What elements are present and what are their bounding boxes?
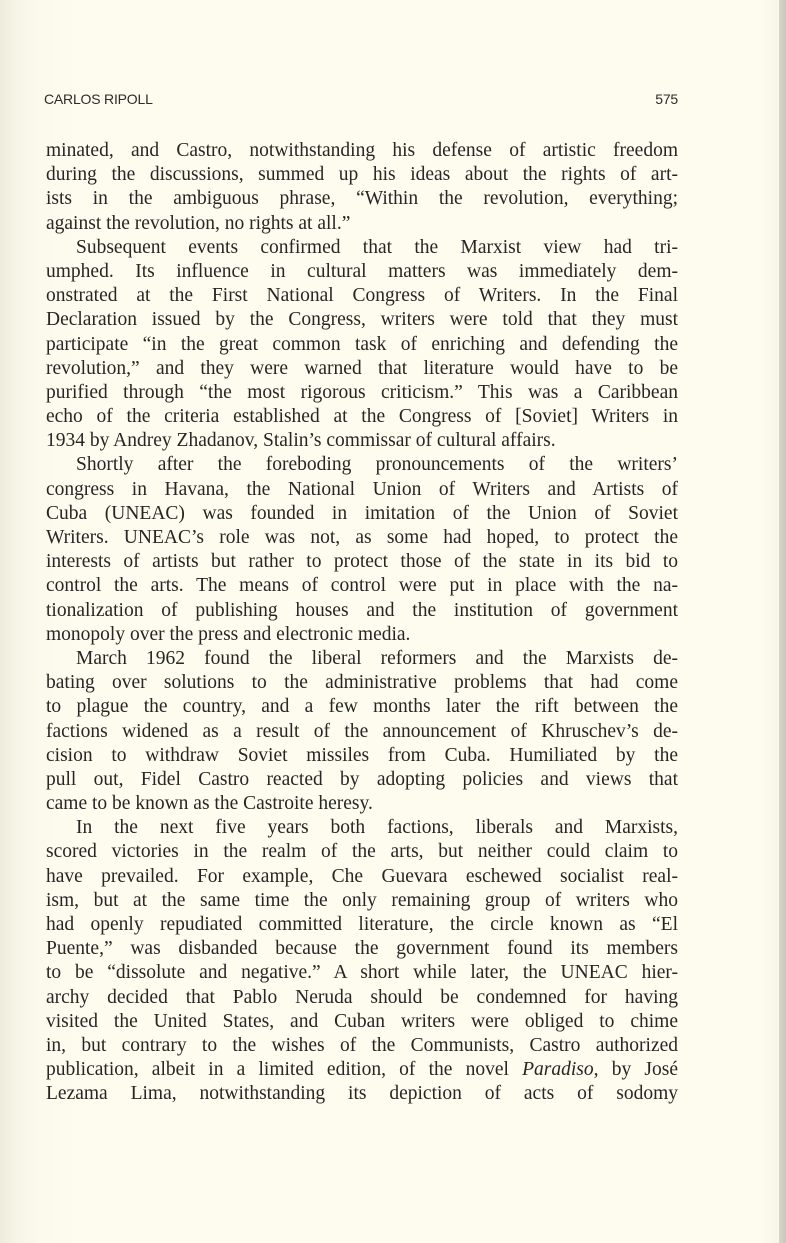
body-line-5: Subsequent events confirmed that the Marxist view had tri- — [76, 236, 678, 258]
body-line-30: scored victories in the realm of the arts, but neither could claim to — [46, 841, 678, 863]
body-line-6: umphed. Its influence in cultural matters was immediately dem- — [46, 260, 678, 282]
body-line-38: in, but contrary to the wishes of the Communists, Castro authorized — [46, 1034, 678, 1056]
body-line-7: onstrated at the First National Congress of Writers. In the Final — [46, 285, 678, 307]
body-line-39: publication, albeit in a limited edition, of the novel Paradiso, by José — [46, 1059, 678, 1081]
body-line-40: Lezama Lima, notwithstanding its depiction of acts of sodomy — [46, 1083, 678, 1105]
body-line-35: to be “dissolute and negative.” A short while later, the UNEAC hier- — [46, 962, 678, 984]
body-line-22: March 1962 found the liberal reformers and the Marxists de- — [76, 647, 678, 669]
body-lines — [46, 139, 678, 1058]
body-line-11: purified through “the most rigorous criticism.” This was a Caribbean — [46, 381, 678, 403]
running-head-author: CARLOS RIPOLL — [44, 91, 153, 107]
body-line-10: revolution,” and they were warned that literature would have to be — [46, 357, 678, 379]
body-line-8: Declaration issued by the Congress, writers were told that they must — [46, 309, 678, 331]
body-line-3: ists in the ambiguous phrase, “Within the revolution, everything; — [46, 188, 678, 210]
body-line-19: control the arts. The means of control were put in place with the na- — [46, 575, 678, 597]
book-title-paradiso: Paradiso — [522, 1059, 594, 1081]
body-line-4: against the revolution, no rights at all.” — [46, 212, 351, 234]
body-line-33: had openly repudiated committed literature, the circle known as “El — [46, 914, 678, 935]
body-line-16: Cuba (UNEAC) was founded in imitation of the Union of Soviet — [46, 502, 678, 524]
body-line-28: came to be known as the Castroite heresy. — [46, 793, 373, 815]
body-line-36: archy decided that Pablo Neruda should be condemned for having — [46, 986, 678, 1008]
body-line-23: bating over solutions to the administrative problems that had come — [46, 672, 678, 694]
body-line-18: interests of artists but rather to protect those of the state in its bid to — [46, 551, 678, 573]
running-head — [44, 91, 678, 109]
body-line-17: Writers. UNEAC’s role was not, as some had hoped, to protect the — [46, 527, 678, 548]
page-edge-shadow — [779, 0, 786, 1243]
body-line-15: congress in Havana, the National Union of Writers and Artists of — [46, 478, 678, 500]
body-line-20: tionalization of publishing houses and the institution of government — [46, 599, 678, 621]
body-line-32: ism, but at the same time the only remaining group of writers who — [46, 889, 678, 911]
body-line-13: 1934 by Andrey Zhadanov, Stalin’s commissar of cultural affairs. — [46, 430, 556, 452]
body-line-2: during the discussions, summed up his ideas about the rights of art- — [46, 164, 678, 186]
body-line-27: pull out, Fidel Castro reacted by adopting policies and views that — [46, 768, 678, 790]
body-line-1: minated, and Castro, notwithstanding his defense of artistic freedom — [46, 140, 678, 161]
body-line-25: factions widened as a result of the announcement of Khruschev’s de- — [46, 720, 678, 742]
body-line-9: participate “in the great common task of enriching and defending the — [46, 333, 678, 355]
body-line-29: In the next five years both factions, liberals and Marxists, — [76, 817, 678, 839]
body-line-14: Shortly after the foreboding pronouncements of the writers’ — [76, 454, 678, 476]
body-line-37: visited the United States, and Cuban writers were obliged to chime — [46, 1010, 678, 1032]
body-line-31: have prevailed. For example, Che Guevara eschewed socialist real- — [46, 865, 678, 887]
body-line-24: to plague the country, and a few months later the rift between the — [46, 696, 678, 718]
body-line-21: monopoly over the press and electronic media. — [46, 623, 411, 645]
body-text — [46, 139, 678, 1107]
body-line-12: echo of the criteria established at the Congress of [Soviet] Writers in — [46, 406, 678, 428]
body-line-34: Puente,” was disbanded because the government found its members — [46, 938, 678, 960]
page-number: 575 — [655, 91, 678, 107]
body-line-26: cision to withdraw Soviet missiles from Cuba. Humiliated by the — [46, 744, 678, 766]
